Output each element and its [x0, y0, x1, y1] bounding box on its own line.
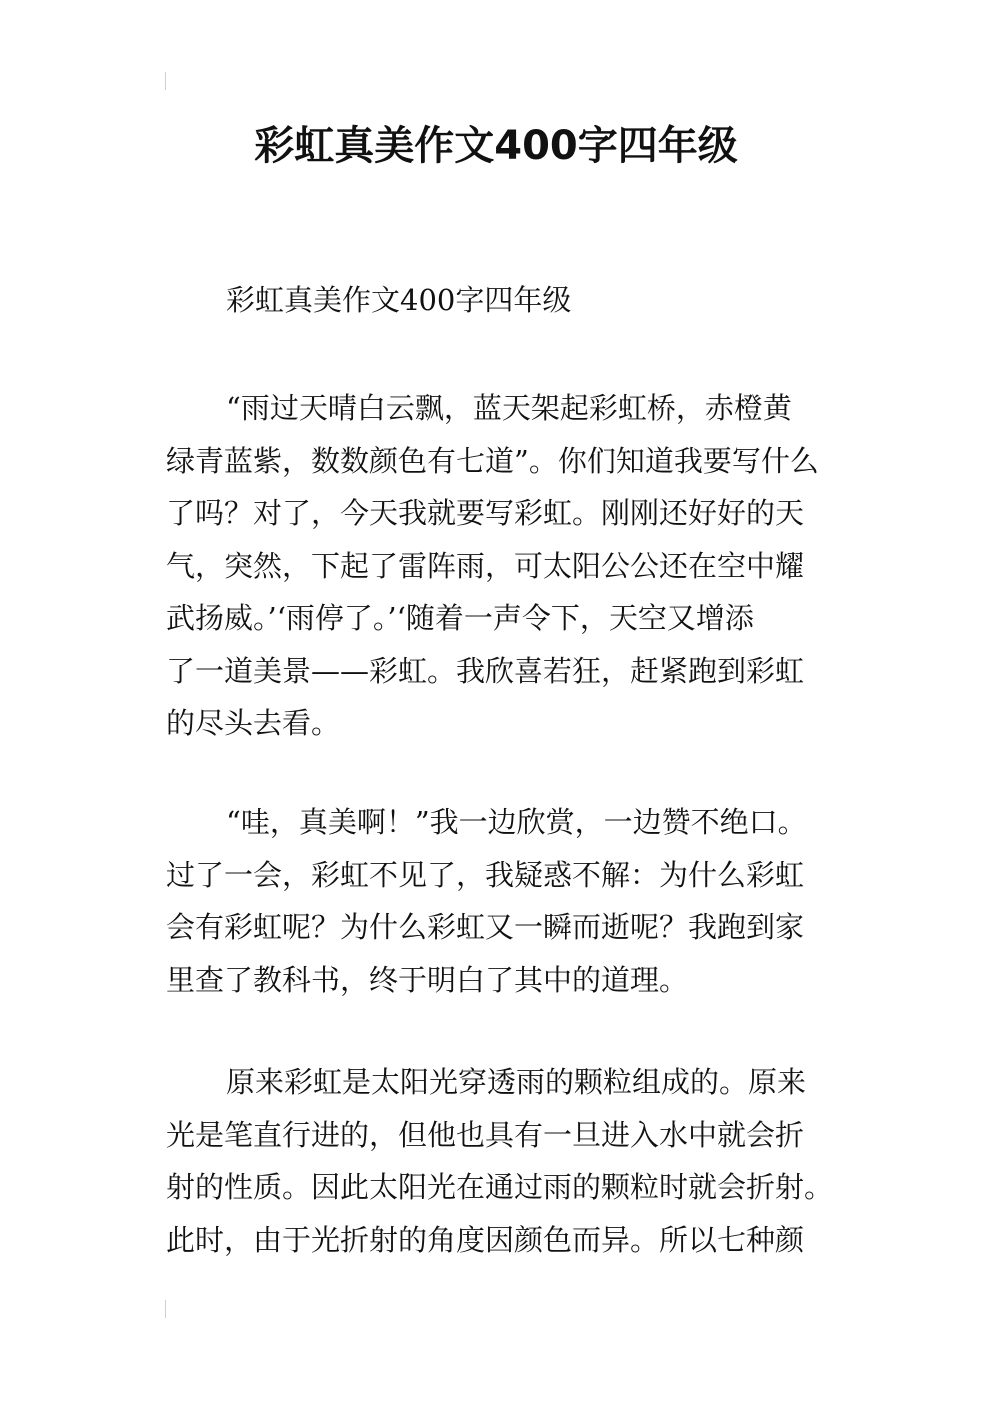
document-subtitle: 彩虹真美作文400字四年级 [226, 283, 572, 317]
document-title: 彩虹真美作文400字四年级 [254, 123, 738, 169]
paragraph-line: “哇，真美啊！”我一边欣赏，一边赞不绝口。 [226, 805, 807, 839]
paragraph-line: “雨过天晴白云飘，蓝天架起彩虹桥，赤橙黄 [226, 391, 792, 425]
crop-mark-bottom [165, 1300, 166, 1318]
paragraph-line: 气，突然，下起了雷阵雨，可太阳公公还在空中耀 [166, 548, 805, 583]
paragraph-line: 绿青蓝紫，数数颜色有七道”。你们知道我要写什么 [166, 443, 819, 478]
paragraph-line: 了一道美景——彩虹。我欣喜若狂，赶紧跑到彩虹 [166, 653, 805, 688]
paragraph-line: 里查了教科书，终于明白了其中的道理。 [166, 962, 689, 997]
paragraph-line: 会有彩虹呢？为什么彩虹又一瞬而逝呢？我跑到家 [166, 910, 805, 944]
paragraph-line: 了吗？对了，今天我就要写彩虹。刚刚还好好的天 [166, 496, 805, 530]
paragraph-line: 此时，由于光折射的角度因颜色而异。所以七种颜 [166, 1222, 805, 1257]
paragraph-3 [166, 1056, 846, 1266]
paragraph-line: 武扬威。’‘雨停了。’‘随着一声令下，天空又增添 [166, 601, 754, 635]
paragraph-line: 射的性质。因此太阳光在通过雨的颗粒时就会折射。 [166, 1170, 834, 1204]
paragraph-line: 的尽头去看。 [166, 706, 341, 740]
paragraph-2 [166, 796, 846, 1006]
paragraph-line: 过了一会，彩虹不见了，我疑惑不解：为什么彩虹 [166, 857, 805, 892]
paragraph-1 [166, 382, 846, 750]
paragraph-line: 原来彩虹是太阳光穿透雨的颗粒组成的。原来 [226, 1065, 807, 1099]
paragraph-line: 光是笔直行进的，但他也具有一旦进入水中就会折 [166, 1117, 805, 1152]
crop-mark-top [165, 72, 166, 90]
